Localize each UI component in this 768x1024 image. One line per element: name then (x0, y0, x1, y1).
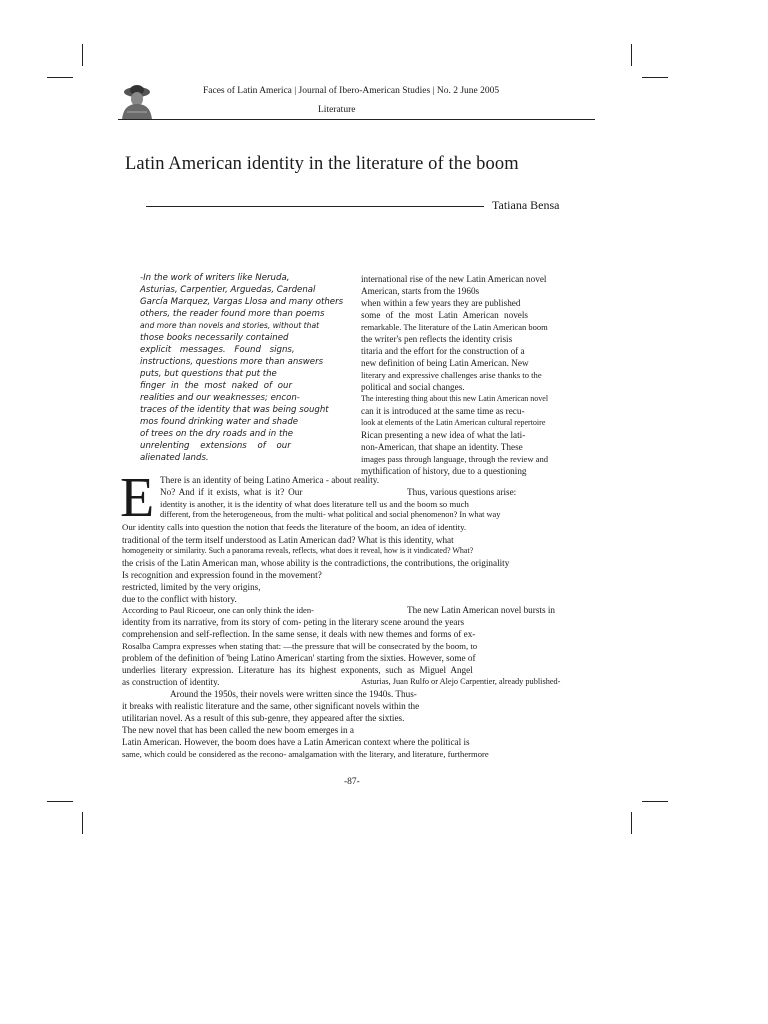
text-line: remarkable. The literature of the Latin American boom (361, 322, 548, 332)
text-line: The new Latin American novel bursts in (407, 605, 555, 615)
text-line: The new novel that has been called the new boom emerges in a (122, 725, 354, 735)
text-line: literary and expressive challenges arise thanks to the (361, 370, 542, 380)
text-line: as construction of identity. (122, 677, 220, 687)
epigraph-line: finger in the most naked of our (140, 381, 293, 391)
header-rule (118, 119, 595, 120)
epigraph-line: mos found drinking water and shade (140, 417, 299, 427)
text-line: identity from its narrative, from its story of com- peting in the literary scene around the years (122, 617, 465, 627)
text-line: non-American, that shape an identity. These (361, 442, 523, 452)
drop-cap: E (120, 467, 155, 529)
author-rule (146, 206, 484, 207)
epigraph-line: realities and our weaknesses; encon- (140, 393, 300, 403)
text-line: underlies literary expression. Literature has its highest exponents, such as Miguel Angel (122, 665, 473, 675)
text-line: look at elements of the Latin American cultural repertoire (361, 418, 546, 427)
journal-header: Faces of Latin America | Journal of Ibero-American Studies | No. 2 June 2005 (203, 86, 500, 96)
text-line: problem of the definition of 'being Latino American' starting from the sixties. However, some of (122, 653, 476, 663)
epigraph-line: and more than novels and stories, without that (140, 321, 320, 330)
epigraph-line: others, the reader found more than poems (140, 309, 325, 319)
text-line: titaria and the effort for the construction of a (361, 346, 525, 356)
text-line: American, starts from the 1960s (361, 286, 480, 296)
epigraph-line: of trees on the dry roads and in the (140, 429, 294, 439)
crop-mark (47, 77, 73, 78)
crop-mark (82, 44, 83, 66)
crop-mark (631, 812, 632, 834)
text-line: political and social changes. (361, 382, 465, 392)
text-line: There is an identity of being Latino America - about reality. (160, 475, 380, 485)
epigraph-line: alienated lands. (140, 453, 209, 463)
epigraph-line: unrelenting extensions of our (140, 441, 291, 451)
text-line: international rise of the new Latin American novel (361, 274, 547, 284)
text-line: comprehension and self-reflection. In the same sense, it deals with new themes and forms of ex- (122, 629, 476, 639)
epigraph-line: Asturias, Carpentier, Arguedas, Cardenal (140, 285, 316, 295)
epigraph-line: -In the work of writers like Neruda, (140, 273, 290, 283)
text-line: utilitarian novel. As a result of this sub-genre, they appeared after the sixties. (122, 713, 405, 723)
text-line: images pass through language, through the review and (361, 454, 549, 464)
section-name: Literature (318, 105, 356, 115)
text-line: mythification of history, due to a questioning (361, 466, 527, 476)
text-line: due to the conflict with history. (122, 594, 237, 604)
text-line: homogeneity or similarity. Such a panorama reveals, reflects, what does it reveal, how is it vindicated? What? (122, 546, 474, 555)
crop-mark (82, 812, 83, 834)
text-line: when within a few years they are published (361, 298, 521, 308)
epigraph-line: instructions, questions more than answers (140, 357, 324, 367)
text-line: Latin American. However, the boom does have a Latin American context where the political is (122, 737, 470, 747)
text-line: Rican presenting a new idea of what the lati- (361, 430, 526, 440)
text-line: new definition of being Latin American. New (361, 358, 529, 368)
text-line: According to Paul Ricoeur, one can only think the iden- (122, 605, 315, 615)
article-title: Latin American identity in the literature of the boom (125, 154, 519, 174)
epigraph-line: explicit messages. Found signs, (140, 345, 295, 355)
text-line: different, from the heterogeneous, from the multi- what political and social phenomenon? In what way (160, 510, 501, 519)
epigraph-line: puts, but questions that put the (140, 369, 277, 379)
page-number: -87- (344, 777, 360, 787)
article-author: Tatiana Bensa (492, 198, 560, 212)
epigraph-line: García Marquez, Vargas Llosa and many others (140, 297, 344, 307)
epigraph-line: traces of the identity that was being sought (140, 405, 329, 415)
text-line: Thus, various questions arise: (407, 487, 517, 497)
text-line: same, which could be considered as the recono- amalgamation with the literary, and literature, furthermore (122, 749, 489, 759)
text-line: Our identity calls into question the notion that feeds the literature of the boom, an idea of identity. (122, 522, 467, 532)
text-line: restricted, limited by the very origins, (122, 582, 261, 592)
text-line: Asturias, Juan Rulfo or Alejo Carpentier, already published- (361, 677, 561, 686)
text-line: identity is another, it is the identity of what does literature tell us and the boom so much (160, 499, 469, 509)
text-line: can it is introduced at the same time as recu- (361, 406, 525, 416)
text-line: No? And if it exists, what is it? Our (160, 487, 303, 497)
crop-mark (631, 44, 632, 66)
crop-mark (642, 77, 668, 78)
text-line: some of the most Latin American novels (361, 310, 529, 320)
crop-mark (642, 801, 668, 802)
epigraph-line: those books necessarily contained (140, 333, 289, 343)
crop-mark (47, 801, 73, 802)
text-line: Is recognition and expression found in the movement? (122, 570, 322, 580)
portrait-figure-icon (117, 82, 155, 120)
text-line: the crisis of the Latin American man, whose ability is the contradictions, the contributions, the originality (122, 558, 510, 568)
text-line: The interesting thing about this new Latin American novel (361, 394, 549, 403)
text-line: it breaks with realistic literature and the same, other significant novels within the (122, 701, 420, 711)
text-line: traditional of the term itself understood as Latin American dad? What is this identity, what (122, 535, 454, 545)
text-line: Around the 1950s, their novels were written since the 1940s. Thus- (170, 689, 417, 699)
text-line: the writer's pen reflects the identity crisis (361, 334, 513, 344)
text-line: Rosalba Campra expresses when stating that: —the pressure that will be consecrated by the boom, to (122, 641, 478, 651)
